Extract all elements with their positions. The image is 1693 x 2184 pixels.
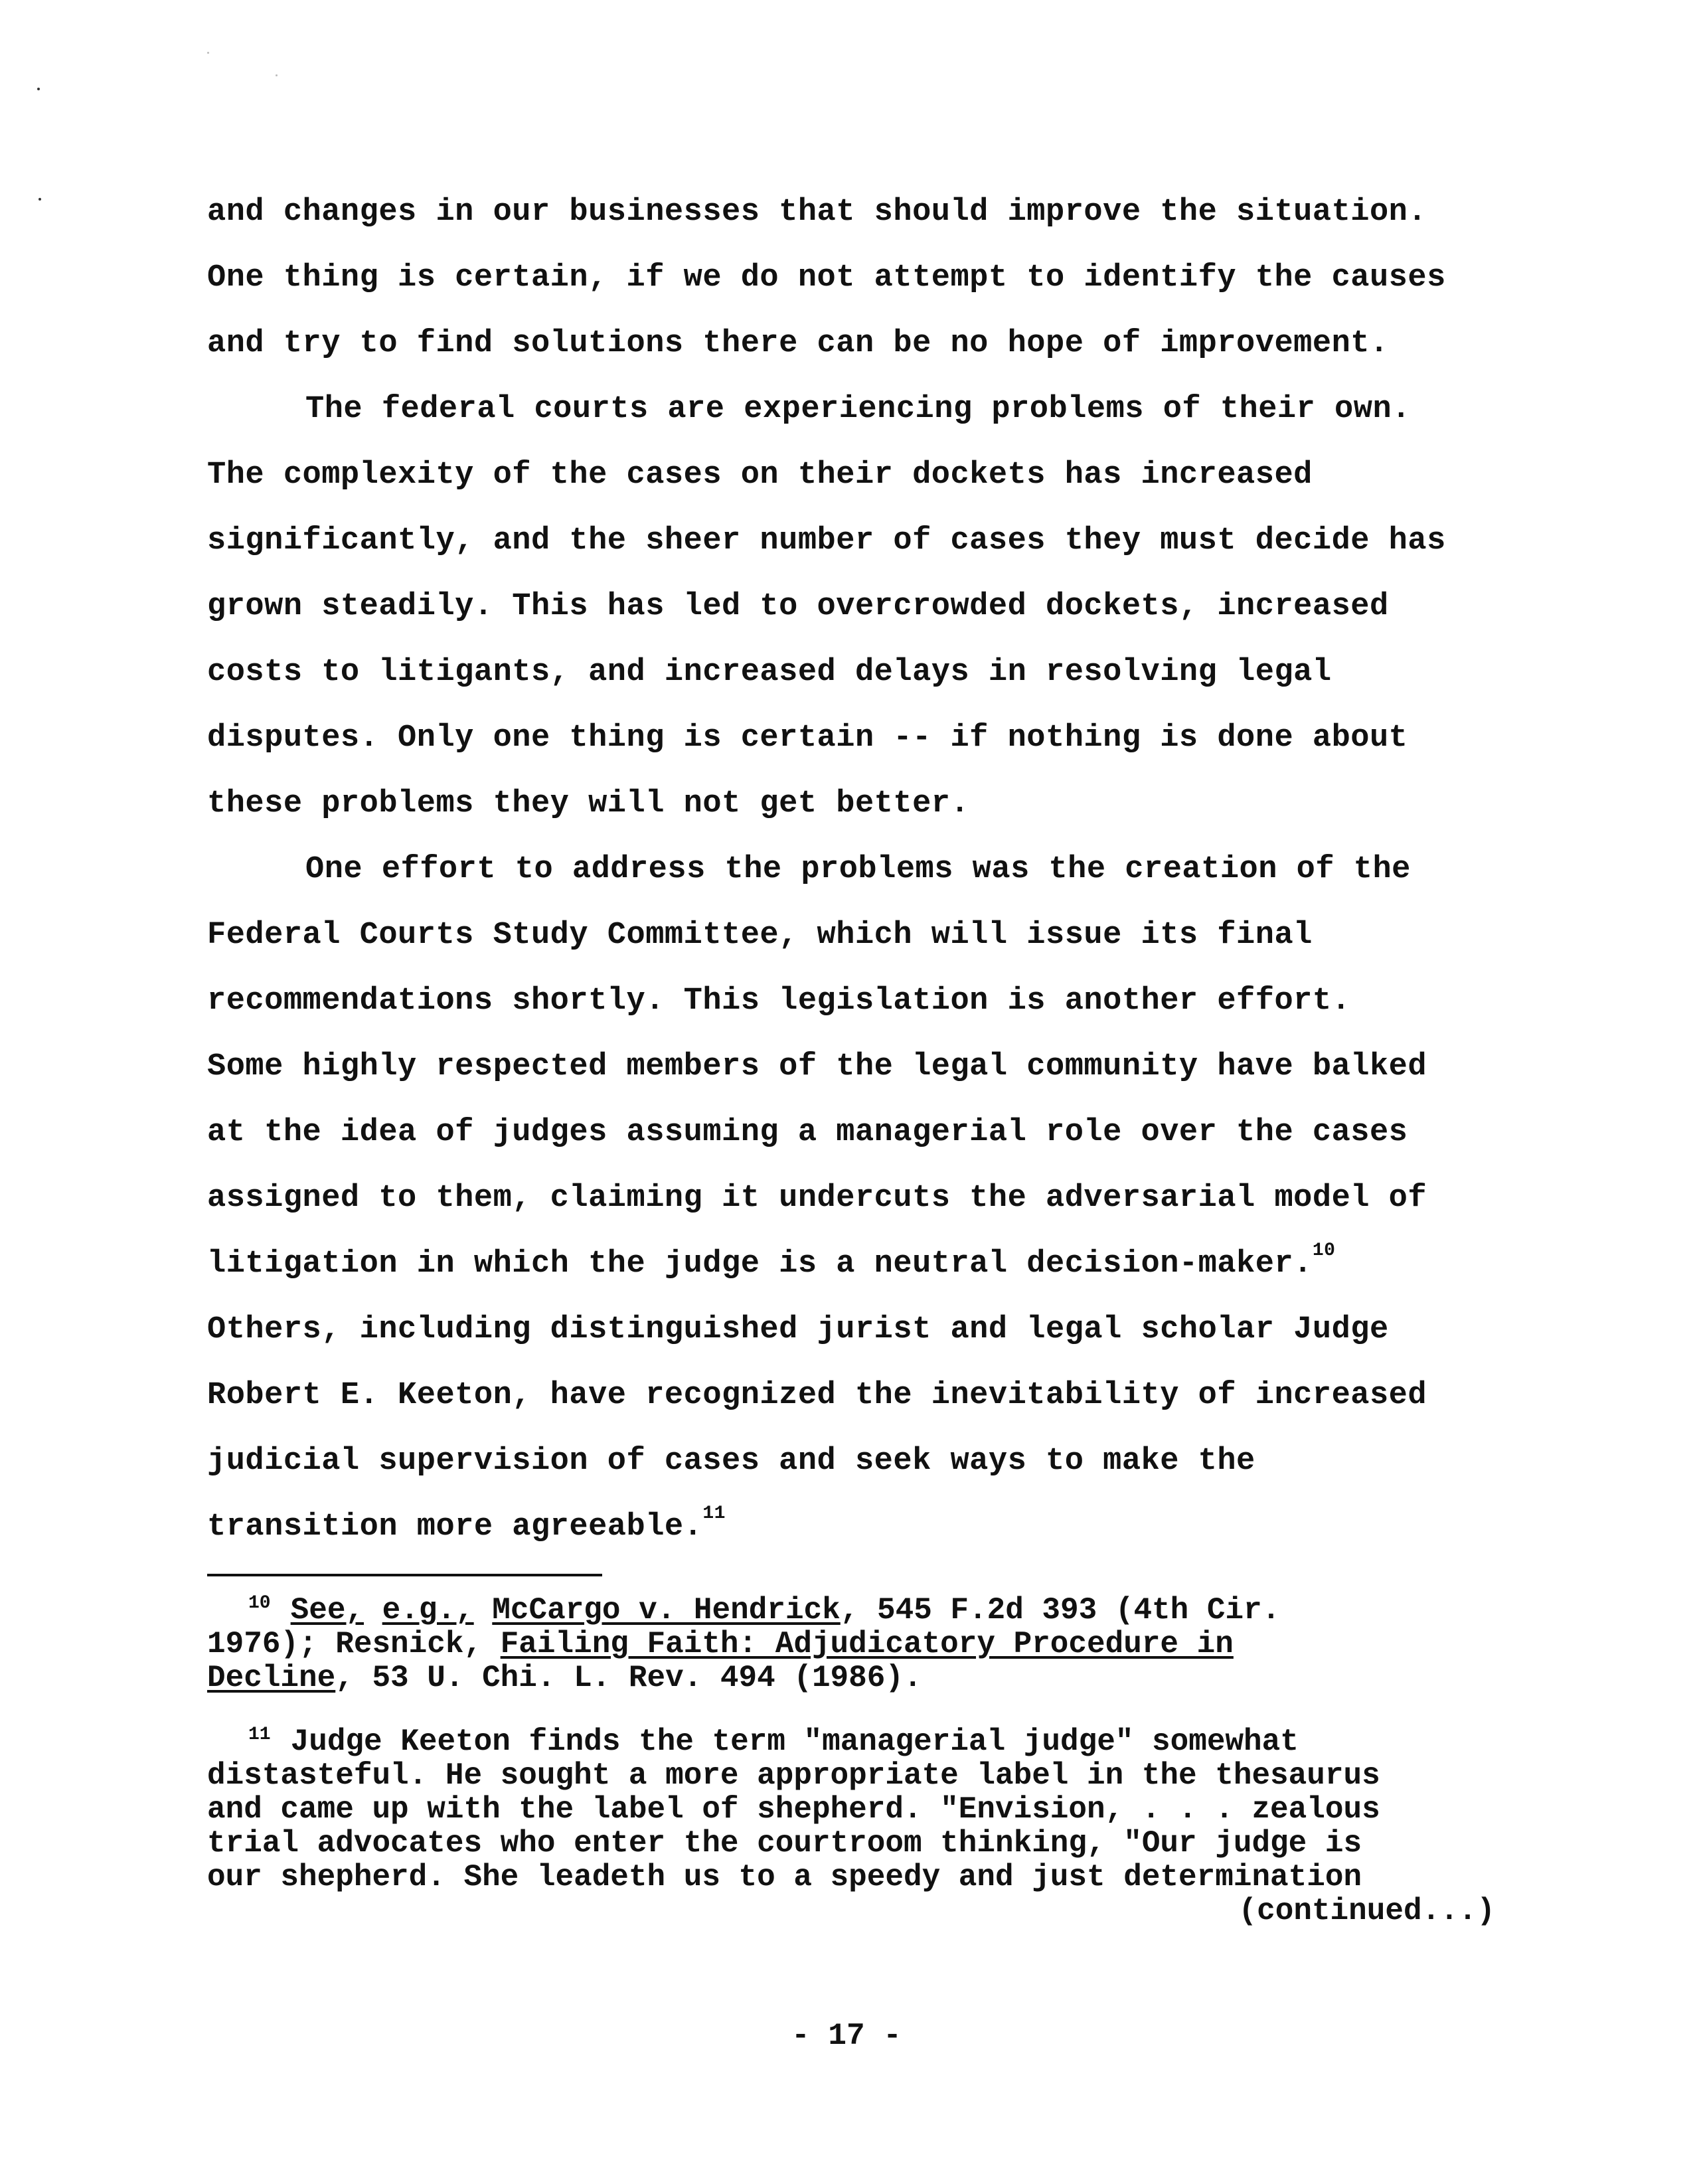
body-line: at the idea of judges assuming a managerial role over the cases xyxy=(207,1115,1408,1150)
citation-signal: e.g., xyxy=(382,1593,474,1628)
body-line-with-footnote xyxy=(207,1231,1502,1297)
body-line: Robert E. Keeton, have recognized the inevitability of increased xyxy=(207,1378,1427,1413)
case-name: McCargo v. Hendrick xyxy=(492,1593,841,1628)
body-line: The complexity of the cases on their dockets has increased xyxy=(207,458,1313,493)
body-line: Others, including distinguished jurist and legal scholar Judge xyxy=(207,1312,1389,1347)
footnote-number: 10 xyxy=(248,1593,271,1614)
scan-speck xyxy=(276,74,278,76)
footnote-ref-11: 11 xyxy=(702,1503,726,1525)
body-line: The federal courts are experiencing problems of their own. xyxy=(305,392,1411,427)
body-line: Federal Courts Study Committee, which will issue its final xyxy=(207,918,1313,953)
body-line: Some highly respected members of the legal community have balked xyxy=(207,1049,1427,1084)
body-line-with-footnote xyxy=(207,1494,1502,1560)
body-line: these problems they will not get better. xyxy=(207,786,970,821)
footnote-line: our shepherd. She leadeth us to a speedy and just determination xyxy=(207,1860,1362,1894)
citation-text: , 545 F.2d 393 (4th Cir. xyxy=(840,1593,1281,1628)
body-line: One effort to address the problems was the creation of the xyxy=(305,852,1411,887)
body-line: recommendations shortly. This legislation is another effort. xyxy=(207,983,1351,1019)
footnote-ref-10: 10 xyxy=(1312,1240,1336,1262)
footnote-11 xyxy=(207,1725,1502,1928)
footnote-divider xyxy=(207,1574,602,1576)
body-line-text: litigation in which the judge is a neutral decision-maker. xyxy=(207,1246,1313,1282)
article-title: Decline xyxy=(207,1661,336,1695)
scan-speck xyxy=(37,88,40,90)
body-text xyxy=(207,179,1502,1560)
body-line: and try to find solutions there can be no hope of improvement. xyxy=(207,326,1389,361)
body-line: significantly, and the sheer number of cases they must decide has xyxy=(207,523,1446,558)
page-number: - 17 - xyxy=(791,2019,902,2053)
body-line: disputes. Only one thing is certain -- if nothing is done about xyxy=(207,720,1408,756)
citation-text: , 53 U. Chi. L. Rev. 494 (1986). xyxy=(335,1661,922,1695)
body-line: assigned to them, claiming it undercuts the adversarial model of xyxy=(207,1181,1427,1216)
footnote-number: 11 xyxy=(248,1724,271,1745)
body-line: One thing is certain, if we do not attempt to identify the causes xyxy=(207,260,1446,295)
body-line-text: transition more agreeable. xyxy=(207,1509,703,1545)
body-line: grown steadily. This has led to overcrowded dockets, increased xyxy=(207,589,1389,624)
body-line: costs to litigants, and increased delays in resolving legal xyxy=(207,655,1332,690)
body-line: and changes in our businesses that should improve the situation. xyxy=(207,195,1427,230)
scan-speck xyxy=(39,198,41,201)
continued-marker: (continued...) xyxy=(1238,1894,1495,1928)
citation-text: 1976); Resnick, xyxy=(207,1627,501,1661)
footnotes xyxy=(207,1594,1502,1958)
body-line: judicial supervision of cases and seek ways to make the xyxy=(207,1444,1255,1479)
footnote-line: trial advocates who enter the courtroom thinking, "Our judge is xyxy=(207,1826,1362,1861)
footnote-line: Judge Keeton finds the term "managerial judge" somewhat xyxy=(290,1724,1299,1759)
scan-speck xyxy=(207,52,209,54)
footnote-10 xyxy=(207,1594,1502,1695)
footnote-line: and came up with the label of shepherd. "Envision, . . . zealous xyxy=(207,1792,1380,1827)
citation-signal: See, xyxy=(290,1593,364,1628)
article-title: Failing Faith: Adjudicatory Procedure in xyxy=(500,1627,1234,1661)
footnote-line: distasteful. He sought a more appropriate label in the thesaurus xyxy=(207,1758,1380,1793)
